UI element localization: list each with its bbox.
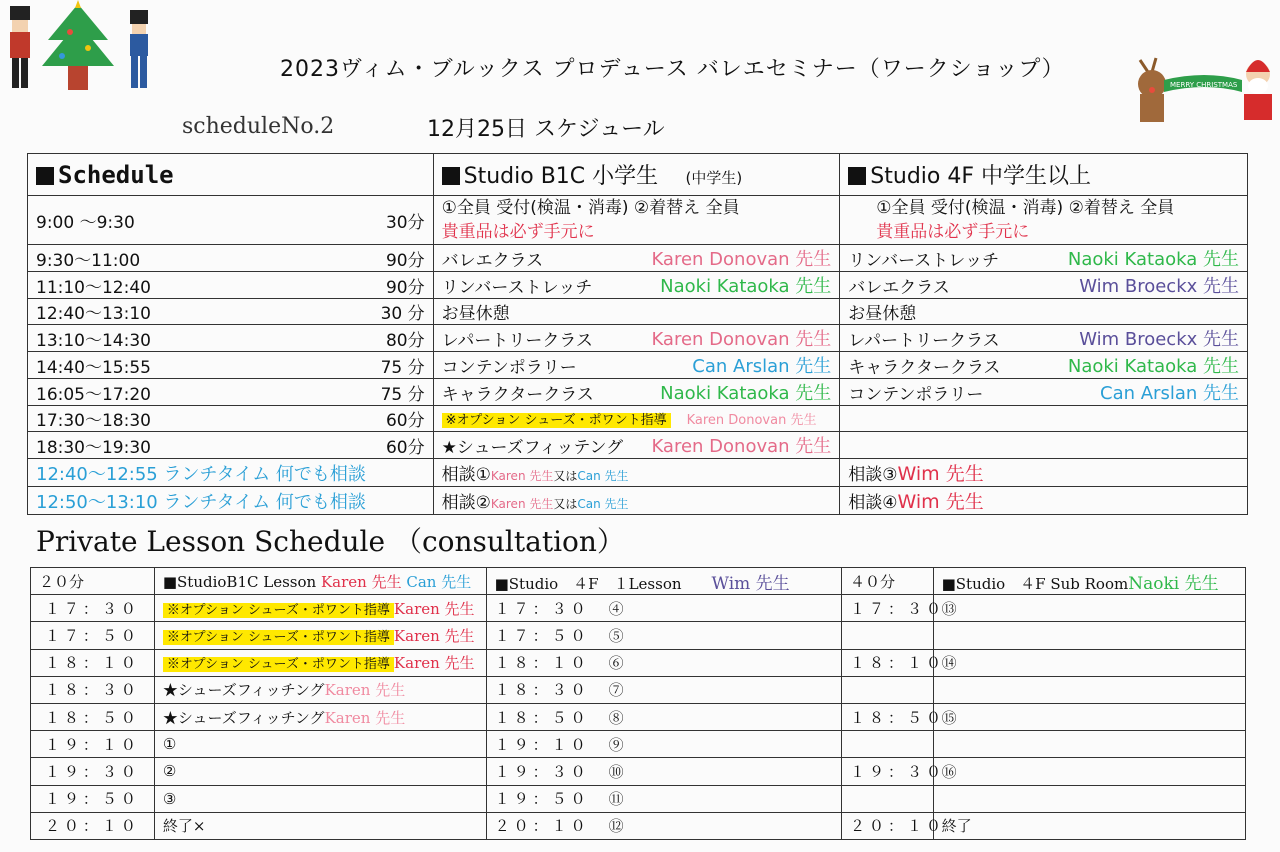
private-time-20: １８：５０ xyxy=(31,703,155,730)
f4-cell: キャラクタークラス Naoki Kataoka 先生 xyxy=(840,352,1248,379)
f4-cell: バレエクラス Wim Broeckx 先生 xyxy=(840,272,1248,299)
schedule-date: 12月25日 スケジュール xyxy=(427,117,665,142)
private-header-40min: ４０分 xyxy=(842,568,934,595)
private-lesson-table xyxy=(30,567,1246,840)
time-cell: 17:30～18:30 60分 xyxy=(28,406,434,432)
private-header-row xyxy=(31,568,1246,595)
private-row xyxy=(31,595,1246,622)
private-b1c-cell: ※オプション シューズ・ポワント指導 Karen 先生 xyxy=(154,649,486,676)
private-header-sub-room: ■Studio ４F Sub RoomNaoki 先生 xyxy=(933,568,1245,595)
private-time-20: １９：５０ xyxy=(31,785,155,812)
private-4f-cell: １８：５０ ⑧ xyxy=(486,703,841,730)
schedule-row xyxy=(28,459,1248,487)
private-row xyxy=(31,758,1246,785)
b1c-cell: キャラクタークラス Naoki Kataoka 先生 xyxy=(433,379,840,406)
private-header-4f: ■Studio ４F １Lesson Wim 先生 xyxy=(486,568,841,595)
private-time-20: １８：３０ xyxy=(31,676,155,703)
christmas-tree-nutcracker-icon xyxy=(0,0,170,100)
private-sub-room-cell: ⑭ xyxy=(933,649,1245,676)
private-4f-cell: １９：１０ ⑨ xyxy=(486,731,841,758)
time-cell: 11:10～12:40 90分 xyxy=(28,272,434,299)
private-time-40: １７：３０ xyxy=(842,595,934,622)
header-schedule: Schedule xyxy=(28,154,434,196)
reindeer-santa-icon xyxy=(1130,50,1280,145)
private-row xyxy=(31,731,1246,758)
private-4f-cell: １８：１０ ⑥ xyxy=(486,649,841,676)
private-b1c-cell: ★シューズフィッチングKaren 先生 xyxy=(154,703,486,730)
schedule-row xyxy=(28,245,1248,272)
header-studio-4f: Studio 4F 中学生以上 xyxy=(840,154,1248,196)
schedule-row xyxy=(28,487,1248,515)
private-time-20: １８：１０ xyxy=(31,649,155,676)
private-time-40: １８：１０ xyxy=(842,649,934,676)
private-row xyxy=(31,703,1246,730)
f4-cell: リンバーストレッチ Naoki Kataoka 先生 xyxy=(840,245,1248,272)
private-4f-cell: １９：３０ ⑩ xyxy=(486,758,841,785)
private-time-40: １９：３０ xyxy=(842,758,934,785)
b1c-cell: お昼休憩 xyxy=(433,299,840,325)
private-time-20: １９：３０ xyxy=(31,758,155,785)
private-b1c-cell: ★シューズフィッチングKaren 先生 xyxy=(154,676,486,703)
consult-b1c: 相談①Karen 先生又はCan 先生 xyxy=(433,459,840,487)
schedule-row xyxy=(28,432,1248,459)
schedule-row xyxy=(28,379,1248,406)
time-cell: 9:30～11:00 90分 xyxy=(28,245,434,272)
private-b1c-cell: ③ xyxy=(154,785,486,812)
consult-b1c: 相談②Karen 先生又はCan 先生 xyxy=(433,487,840,515)
f4-cell: コンテンポラリー Can Arslan 先生 xyxy=(840,379,1248,406)
private-4f-cell: １９：５０ ⑪ xyxy=(486,785,841,812)
private-sub-room-cell: ⑬ xyxy=(933,595,1245,622)
private-sub-room-cell xyxy=(933,622,1245,649)
b1c-cell: ★シューズフィッテング Karen Donovan 先生 xyxy=(433,432,840,459)
private-time-20: １７：５０ xyxy=(31,622,155,649)
private-row xyxy=(31,622,1246,649)
private-time-20: １９：１０ xyxy=(31,731,155,758)
f4-cell xyxy=(840,406,1248,432)
private-row xyxy=(31,785,1246,812)
header-studio-b1c: Studio B1C 小学生 (中学生) xyxy=(433,154,840,196)
svg-text:MERRY CHRISTMAS: MERRY CHRISTMAS xyxy=(1170,81,1238,89)
private-time-40 xyxy=(842,622,934,649)
private-sub-room-cell: ⑮ xyxy=(933,703,1245,730)
page-title: 2023ヴィム・ブルックス プロデュース バレエセミナー（ワークショップ） xyxy=(280,57,1065,82)
b1c-cell: バレエクラス Karen Donovan 先生 xyxy=(433,245,840,272)
f4-cell xyxy=(840,432,1248,459)
schedule-number: scheduleNo.2 xyxy=(182,114,335,139)
private-4f-cell: ２０：１０ ⑫ xyxy=(486,812,841,839)
b1c-cell: レパートリークラス Karen Donovan 先生 xyxy=(433,325,840,352)
private-lesson-heading: Private Lesson Schedule （consultation） xyxy=(36,525,625,558)
private-sub-room-cell xyxy=(933,676,1245,703)
private-sub-room-cell: ⑯ xyxy=(933,758,1245,785)
main-schedule-table xyxy=(27,153,1248,515)
private-sub-room-cell xyxy=(933,785,1245,812)
private-time-40: ２０：１０ xyxy=(842,812,934,839)
private-4f-cell: １８：３０ ⑦ xyxy=(486,676,841,703)
private-row xyxy=(31,676,1246,703)
b1c-cell: リンバーストレッチ Naoki Kataoka 先生 xyxy=(433,272,840,299)
private-header-20min: ２０分 xyxy=(31,568,155,595)
schedule-row xyxy=(28,196,1248,245)
consult-time: 12:40～12:55 ランチタイム 何でも相談 xyxy=(28,459,434,487)
schedule-row xyxy=(28,325,1248,352)
time-cell: 14:40～15:55 75 分 xyxy=(28,352,434,379)
f4-cell: お昼休憩 xyxy=(840,299,1248,325)
time-cell: 12:40～13:10 30 分 xyxy=(28,299,434,325)
private-time-40 xyxy=(842,785,934,812)
private-sub-room-cell: 終了 xyxy=(933,812,1245,839)
private-b1c-cell: ① xyxy=(154,731,486,758)
private-row xyxy=(31,812,1246,839)
private-4f-cell: １７：３０ ④ xyxy=(486,595,841,622)
schedule-row xyxy=(28,299,1248,325)
private-time-20: １７：３０ xyxy=(31,595,155,622)
time-cell: 18:30～19:30 60分 xyxy=(28,432,434,459)
schedule-row xyxy=(28,406,1248,432)
schedule-row xyxy=(28,272,1248,299)
b1c-cell: コンテンポラリー Can Arslan 先生 xyxy=(433,352,840,379)
private-time-40: １８：５０ xyxy=(842,703,934,730)
consult-time: 12:50～13:10 ランチタイム 何でも相談 xyxy=(28,487,434,515)
b1c-cell: ※オプション シューズ・ポワント指導 Karen Donovan 先生 xyxy=(433,406,840,432)
time-cell: 13:10～14:30 80分 xyxy=(28,325,434,352)
private-b1c-cell: ② xyxy=(154,758,486,785)
time-cell: 9:00 ～9:30 30分 xyxy=(28,196,434,245)
private-b1c-cell: ※オプション シューズ・ポワント指導 Karen 先生 xyxy=(154,595,486,622)
schedule-header-row xyxy=(28,154,1248,196)
private-header-b1c: ■StudioB1C Lesson Karen 先生 Can 先生 xyxy=(154,568,486,595)
private-time-40 xyxy=(842,676,934,703)
private-time-40 xyxy=(842,731,934,758)
f4-cell: レパートリークラス Wim Broeckx 先生 xyxy=(840,325,1248,352)
f4-cell: ①全員 受付(検温・消毒) ②着替え 全員 貴重品は必ず手元に xyxy=(840,196,1248,245)
private-time-20: ２０：１０ xyxy=(31,812,155,839)
consult-4f: 相談③Wim 先生 xyxy=(840,459,1248,487)
private-row xyxy=(31,649,1246,676)
private-b1c-cell: 終了× xyxy=(154,812,486,839)
private-sub-room-cell xyxy=(933,731,1245,758)
schedule-row xyxy=(28,352,1248,379)
private-b1c-cell: ※オプション シューズ・ポワント指導 Karen 先生 xyxy=(154,622,486,649)
time-cell: 16:05～17:20 75 分 xyxy=(28,379,434,406)
consult-4f: 相談④Wim 先生 xyxy=(840,487,1248,515)
b1c-cell: ①全員 受付(検温・消毒) ②着替え 全員 貴重品は必ず手元に xyxy=(433,196,840,245)
private-4f-cell: １７：５０ ⑤ xyxy=(486,622,841,649)
